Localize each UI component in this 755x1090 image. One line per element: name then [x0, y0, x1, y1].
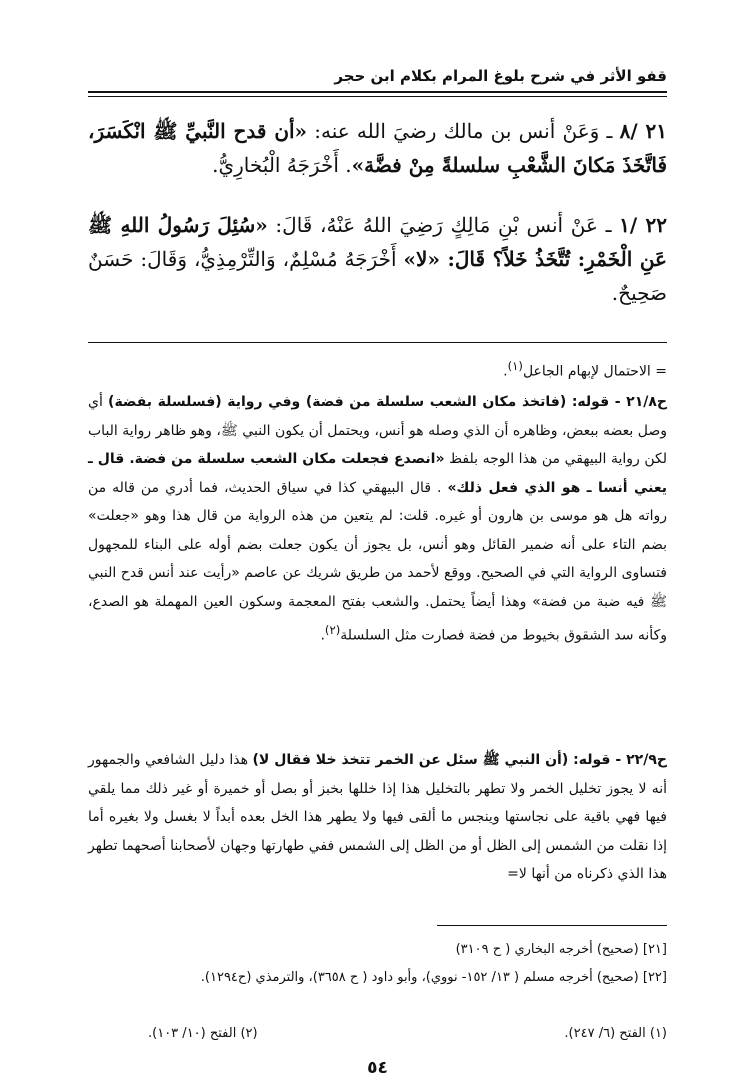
footnote-ref: (١) [507, 359, 523, 373]
commentary-text: أي وصل بعضه ببعض، وظاهره أن الذي وصله هو أنس، ويحتمل أن يكون النبي ﷺ، وهو ظاهر رواية الباب لكن رواية البيهقي من هذا الوجه بلفظ [88, 394, 667, 467]
footnote-row [88, 1022, 667, 1046]
footnote-22: [٢٢] (صحيح) أخرجه مسلم ( ١٣/ ١٥٢- نووي)، وأبو داود ( ح ٣٦٥٨)، والترمذي (ح١٢٩٤). [200, 970, 667, 985]
commentary-heading: ح٢١/٨ - قوله: (فاتخذ مكان الشعب سلسلة من فضة) وفي رواية (فسلسلة بفضة) [108, 394, 667, 410]
header-rule-thin [88, 96, 667, 97]
hadith-matn: «سُئِلَ رَسُولُ اللهِ ﷺ عَنِ الْخَمْرِ: تُتَّخَذُ خَلاً؟ قَالَ: «لا» [88, 213, 667, 271]
commentary-continuation: = الاحتمال لإبهام الجاعل$^{(١)}$. [503, 359, 667, 380]
hadith-chain: ـ عَنْ أنس بْنِ مَالِكٍ رَضِيَ اللهُ عَنْهُ، قَالَ: [267, 213, 620, 237]
footnote-21: [٢١] (صحيح) أخرجه البخاري ( ح ٣١٠٩) [455, 942, 667, 957]
hadith-21 [88, 114, 667, 182]
hadith-number: ٢٢ /١ [619, 213, 667, 237]
footnote-1: (١) الفتح (٦/ ٢٤٧). [564, 1026, 667, 1041]
running-header: قفو الأثر في شرح بلوغ المرام بكلام ابن حجر [334, 67, 667, 85]
commentary-text: هذا دليل الشافعي والجمهور أنه لا يجوز تخليل الخمر ولا تطهر بالتخليل هذا إذا خللها بخبز أو بصل أو خميرة أو غير ذلك مما يلقي فيها فهي باقية على نجاستها وينجس ما ألقى فيها ولا يطهر هذا الخل بعده أبداً لا بغسل ولا بغيره أما إذا نقلت من الشمس إلى الظل أو من الظل إلى الشمس ففي طهارتها وجهان لأصحابنا أصحهما تطهر هذا الذي ذكرناه من أنها لا= [88, 752, 667, 882]
hadith-chain: ـ وَعَنْ أنس بن مالك رضيَ الله عنه: [307, 119, 620, 143]
footnote-divider [437, 925, 667, 926]
hadith-matn: «أن قدح النَّبيِّ ﷺ انْكَسَرَ، فَاتَّخَذَ مَكانَ الشَّعْبِ سلسلةً مِنْ فضَّة» [88, 119, 667, 177]
commentary-heading: ح٢٢/٩ - قوله: (أن النبي ﷺ سئل عن الخمر تتخذ خلا فقال لا) [252, 752, 667, 768]
page-number: ٥٤ [367, 1058, 388, 1078]
footnote-2: (٢) الفتح (١٠/ ١٠٣). [148, 1026, 258, 1041]
commentary-paragraph-21: ح٢١/٨ - قوله: (فاتخذ مكان الشعب سلسلة من فضة) وفي رواية (فسلسلة بفضة) أي وصل بعضه ببعض، وظاهره أن الذي وصله هو أنس، ويحتمل أن يكون النبي ﷺ، وهو ظاهر رواية الباب لكن رواية البيهقي من هذا الوجه بلفظ «انصدع فجعلت مكان الشعب سلسلة من فضة. قال ـ يعني أنسا ـ هو الذي فعل ذلك» . قال البيهقي كذا في سياق الحديث، فما أدري من قاله من رواته هل هو موسى بن هارون أو غيره. قلت: لم يتعين من هذه الرواية من قال هذا وهو «جعلت» بضم التاء على أنه ضمير القائل وهو أنس، بل يجوز أن يكون جعلت بضم أوله على البناء للمجهول فتساوى الرواية التي في الصحيح. ووقع لأحمد من طريق شريك عن عاصم «رأيت عند أنس قدح النبي ﷺ فيه ضبة من فضة» وهذا أيضاً يحتمل. والشعب بفتح المعجمة وسكون العين المهملة هو الصدع، وكأنه سد الشقوق بخيوط من فضة فصارت مثل السلسلة$^{(٢)}$. [88, 394, 668, 644]
hadith-22 [88, 208, 667, 310]
section-divider [88, 342, 667, 343]
commentary-paragraph-22 [88, 746, 667, 889]
continuation-text: = الاحتمال لإبهام الجاعل [522, 363, 667, 380]
hadith-takhrij: أَخْرَجَهُ مُسْلِمٌ، وَالتِّرْمِذِيُّ، وَقَالَ: حَسَنٌ صَحِيحٌ. [88, 247, 667, 305]
commentary-text: . قال البيهقي كذا في سياق الحديث، فما أدري من قاله من رواته هل هو موسى بن هارون أو غيره. قلت: لم يتعين من هذه الرواية من قال هذا وهو «جعلت» بضم التاء على أنه ضمير القائل وهو أنس، بل يجوز أن يكون جعلت بضم أوله على البناء للمجهول فتساوى الرواية التي في الصحيح. ووقع لأحمد من طريق شريك عن عاصم «رأيت عند أنس قدح النبي ﷺ فيه ضبة من فضة» وهذا أيضاً يحتمل. والشعب بفتح المعجمة وسكون العين المهملة هو الصدع، وكأنه سد الشقوق بخيوط من فضة فصارت مثل السلسلة [88, 479, 667, 644]
header-rule-thick [88, 91, 667, 93]
commentary-quote: «انصدع فجعلت مكان الشعب سلسلة من فضة. قال ـ يعني أنسا ـ هو الذي فعل ذلك» [88, 451, 668, 496]
hadith-takhrij: . أَخْرَجَهُ الْبُخارِيُّ. [212, 153, 352, 177]
hadith-number: ٢١ /٨ [619, 119, 667, 143]
footnote-ref: (٢) [324, 623, 341, 637]
